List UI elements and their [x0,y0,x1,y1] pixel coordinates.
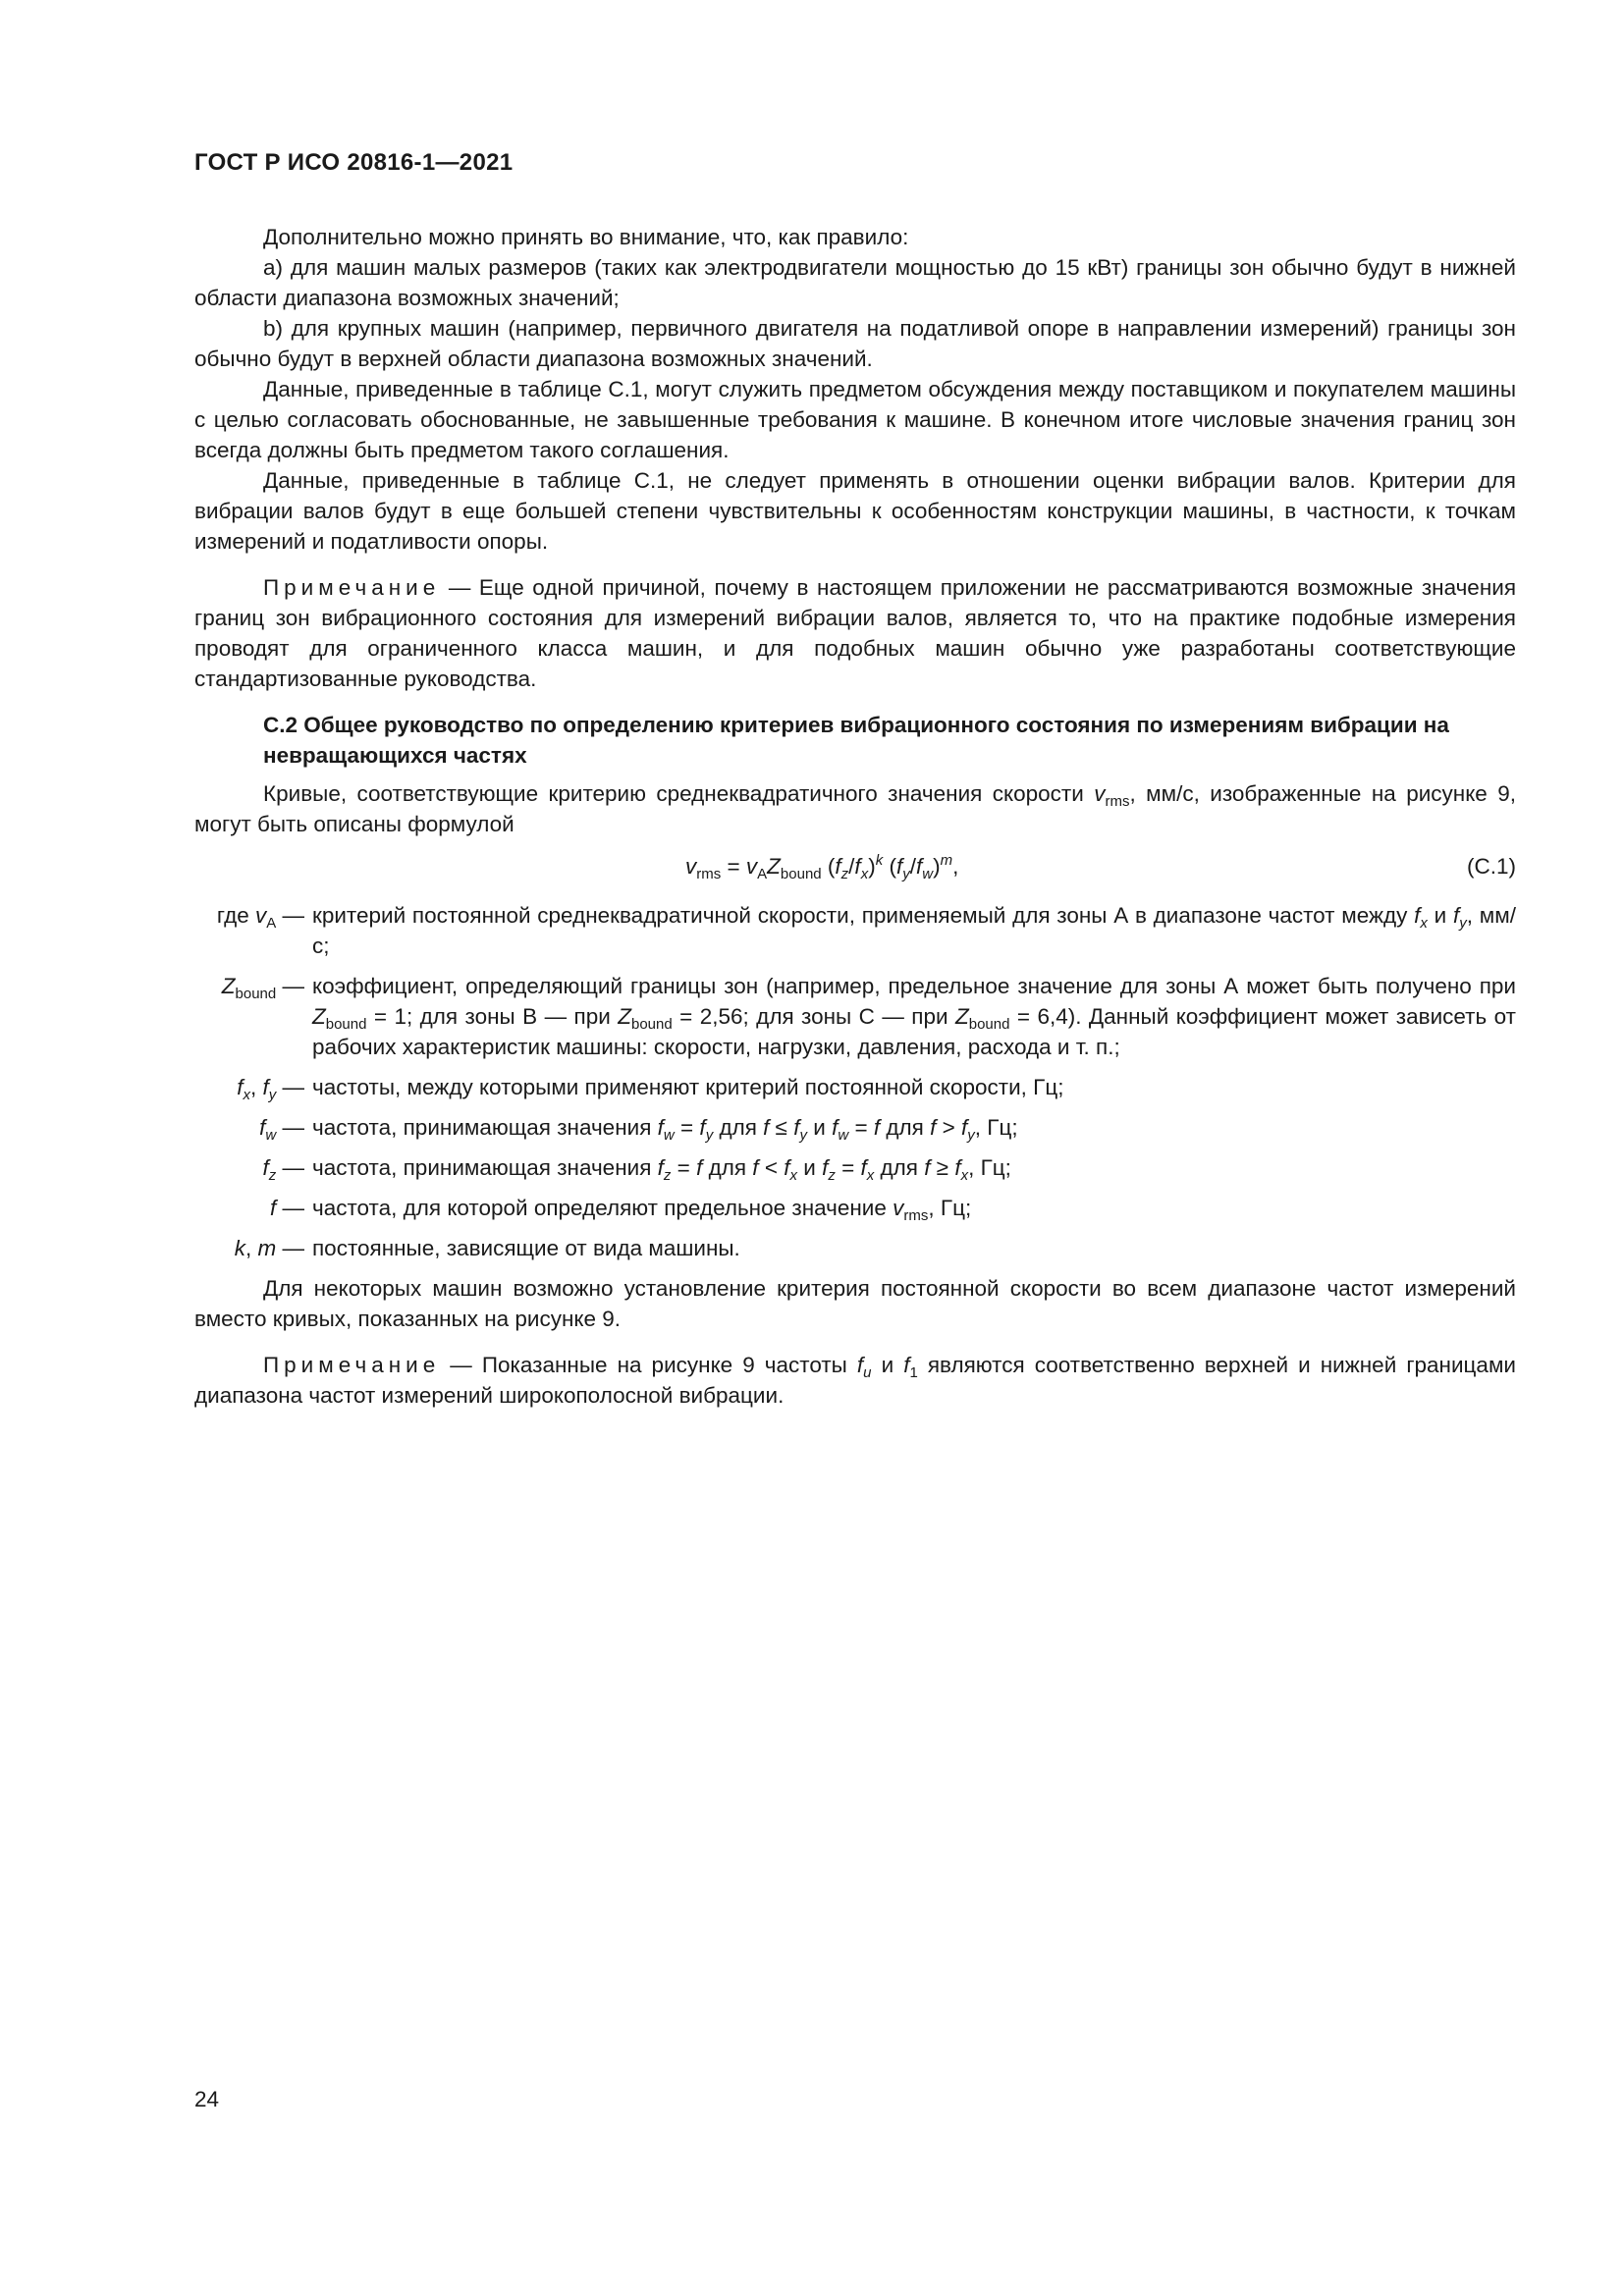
document-body [194,222,1516,1411]
page-number: 24 [194,2087,220,2111]
definition-item: где $v_A$ — критерий постоянной среднеквадратичной скорости, применяемый для зоны А в диапазоне частот между $f_x$ и $f_y$, мм/с; [216,903,1516,958]
section-title: С.2 Общее руководство по определению критериев вибрационного состояния по измерениям вибрации на невращающихся частях [263,713,1449,768]
note-label: Примечание [263,1353,441,1377]
formula-expression: $v_{rms} = v_AZ_{bound}$ $(f_z/f_x)^k$ $(f_y/f_w)^m$, [685,852,959,882]
list-item-a: a) для машин малых размеров (таких как электродвигатели мощностью до 15 кВт) границы зон обычно будут в нижней области диапазона возможных значений; [194,255,1516,310]
definitions-list [194,900,1516,1263]
definition-item: $f_x$, $f_y$ — частоты, между которыми применяют критерий постоянной скорости, Гц; [237,1075,1064,1103]
definition-item: k, m — постоянные, зависящие от вида машины. [234,1236,740,1260]
formula-number: (С.1) [1467,854,1516,879]
definition-item: $Z_{bound}$ — коэффициент, определяющий границы зон (например, предельное значение для зоны А может быть получено при $Z_{bound} = 1$; для зоны В — при $Z_{bound} = 2,56$; для зоны С — при $Z_{bound} = 6,4$). Данный коэффициент может зависеть от рабочих характеристик машины: скорости, нагрузки, давления, расхода и т. п.; [221,974,1516,1059]
definition-item: f — частота, для которой определяют предельное значение $v_{rms}$, Гц; [269,1196,972,1224]
document-header: ГОСТ Р ИСО 20816-1—2021 [194,149,514,176]
list-item-b: b) для крупных машин (например, первичного двигателя на податливой опоре в направлении измерений) границы зон обычно будут в верхней области диапазона возможных значений. [194,316,1516,371]
paragraph: Данные, приведенные в таблице С.1, могут служить предметом обсуждения между поставщиком и покупателем машины с целью согласовать обоснованные, не завышенные требования к машине. В конечном итоге числовые значения границ зон всегда должны быть предметом такого соглашения. [194,377,1516,462]
note-text: — Еще одной причиной, почему в настоящем приложении не рассматриваются возможные значения границ зон вибрационного состояния для измерений вибрации валов, является то, что на практике подобные измерения проводят для ограниченного класса машин, и для подобных машин обычно уже разработаны соответствующие стандартизованные руководства. [194,575,1516,691]
formula [194,847,1516,886]
note-1 [194,572,1516,694]
paragraph: Данные, приведенные в таблице С.1, не следует применять в отношении оценки вибрации валов. Критерии для вибрации валов будут в еще большей степени чувствительны к особенностям конструкции машины, в частности, к точкам измерений и податливости опоры. [194,468,1516,554]
paragraph: Для некоторых машин возможно установление критерия постоянной скорости во всем диапазоне частот измерений вместо кривых, показанных на рисунке 9. [194,1276,1516,1331]
note-2: Примечание — Показанные на рисунке 9 частоты $f_u$ и $f_1$ являются соответственно верхней и нижней границами диапазона частот измерений широкополосной вибрации. [194,1353,1516,1408]
paragraph: Кривые, соответствующие критерию среднеквадратичного значения скорости $v_{rms}$, мм/с, изображенные на рисунке 9, могут быть описаны формулой [194,781,1517,836]
definition-item: $f_z$ — частота, принимающая значения $f_z = f$ для $f < f_x$ и $f_z = f_x$ для $f \ge f_x$, Гц; [262,1155,1011,1184]
note-label: Примечание [263,575,441,600]
paragraph: Дополнительно можно принять во внимание, что, как правило: [263,225,909,249]
definition-item: $f_w$ — частота, принимающая значения $f_w = f_y$ для $f \le f_y$ и $f_w = f$ для $f > f_y$, Гц; [259,1115,1018,1144]
